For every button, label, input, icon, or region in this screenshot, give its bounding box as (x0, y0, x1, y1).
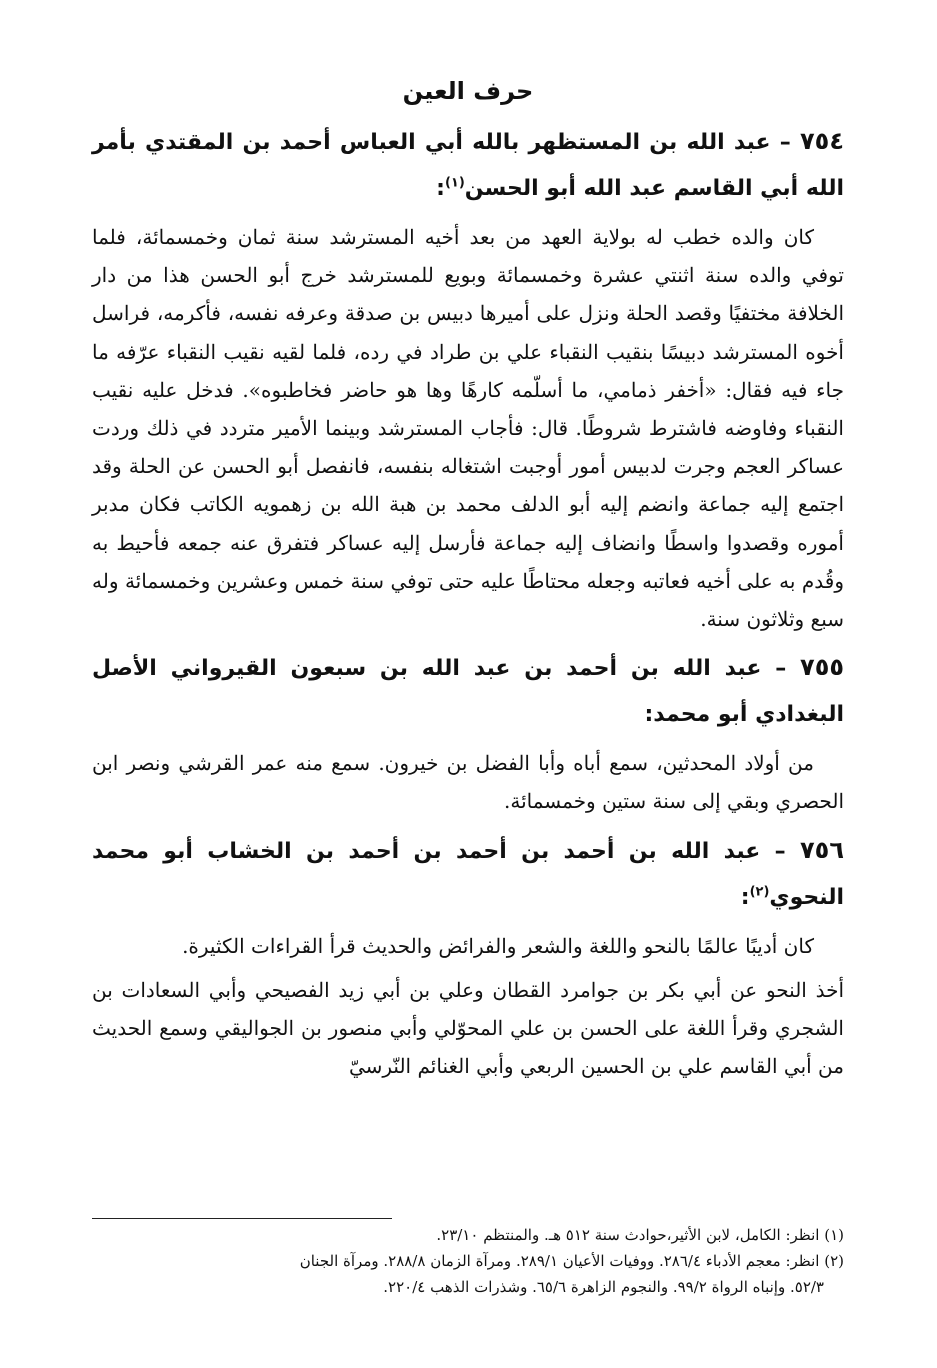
entry-colon: : (740, 884, 750, 910)
entry-body-755: من أولاد المحدثين، سمع أباه وأبا الفضل بن خيرون. سمع منه عمر القرشي ونصر ابن الحصري وبقي إلى سنة ستين وخمسمائة. (92, 751, 844, 814)
entry-colon: : (436, 176, 445, 201)
footnote-marker: (٢) (824, 1252, 844, 1270)
entry-title: عبد الله بن أحمد بن أحمد بن أحمد بن الخشاب أبو محمد النحوي (92, 838, 844, 910)
entry-number: ٧٥٥ (800, 653, 844, 682)
footnote-text: انظر: الكامل، لابن الأثير،حوادث سنة ٥١٢ هـ. والمنتظم ٢٣/١٠. (436, 1226, 820, 1244)
chapter-title: حرف العين (402, 77, 534, 105)
page-content (92, 70, 844, 1091)
entry-title: عبد الله بن أحمد بن عبد الله بن سبعون القيرواني الأصل البغدادي أبو محمد (92, 656, 844, 728)
footnote-ref: (٢) (749, 884, 770, 900)
footnote-marker: (١) (824, 1226, 844, 1244)
entry-heading-754 (92, 118, 844, 212)
footnote-divider (92, 1218, 392, 1219)
footnotes (92, 1222, 844, 1300)
entry-dash: – (761, 656, 787, 682)
footnote-ref: (١) (444, 175, 465, 191)
footnote-text: انظر: معجم الأدباء ٢٨٦/٤. ووفيات الأعيان ٢٨٩/١. ومرآة الزمان ٢٨٨/٨. ومرآة الجنان (299, 1252, 820, 1270)
entry-heading-755 (92, 644, 844, 738)
entry-body-754: كان والده خطب له بولاية العهد من بعد أخيه المسترشد سنة ثمان وخمسمائة، فلما توفي والده سنة اثنتي عشرة وخمسمائة وبويع للمسترشد خرج أبو الحسن هذا من دار الخلافة مختفيًا وقصد الحلة ونزل على أميرها دبيس بن صدقة وعرفه نفسه، فأكرمه، فراسل أخوه المسترشد دبيسًا بنقيب النقباء علي بن طراد في رده، فلما لقيه نقيب النقباء عرّفه ما جاء فيه فقال: «أخفر ذمامي، ما أسلّمه كارهًا وها هو حاضر فخاطبوه». فدخل عليه نقيب النقباء وفاوضه فاشترط شروطًا. قال: فأجاب المسترشد وبينما الأمير متردد في ذلك وردت عساكر العجم وجرت لدبيس أمور أوجبت اشتغاله بنفسه، فانفصل أبو الحسن عن الحلة وقد اجتمع إليه جماعة وانضم إليه أبو الدلف محمد بن هبة الله بن زهمويه الكاتب فكان مدبر أموره وقصدوا واسطًا وانضاف إليه جماعة فأرسل إليه عساكر فتفرق عنه جمعه فأحيط به وقُدم به على أخيه فعاتبه وجعله محتاطًا عليه حتى توفي سنة خمس وعشرين وخمسمائة وله سبع وثلاثون سنة. (92, 225, 845, 632)
entry-body-756: كان أديبًا عالمًا بالنحو واللغة والشعر والفرائض والحديث قرأ القراءات الكثيرة. (182, 933, 814, 958)
entry-title: عبد الله بن المستظهر بالله أبي العباس أحمد بن المقتدي بأمر الله أبي القاسم عبد الله أبو الحسن (92, 130, 844, 201)
entry-colon: : (644, 702, 654, 728)
footnote-1 (92, 1222, 844, 1248)
entry-body-756-continued: أخذ النحو عن أبي بكر بن جوامرد القطان وعلي بن أبي زيد الفصيحي وأبي السعادات بن الشجري وقرأ اللغة على الحسن بن علي المحوّلي وأبي منصور بن الجواليقي وسمع الحديث من أبي القاسم علي بن الحسين الربعي وأبي الغنائم النّرسيّ (92, 977, 845, 1079)
footnote-2-continued: ٥٢/٣. وإنباه الرواة ٩٩/٢. والنجوم الزاهرة ٦٥/٦. وشذرات الذهب ٢٢٠/٤. (383, 1278, 824, 1296)
footnote-2 (92, 1248, 844, 1274)
entry-number: ٧٥٦ (800, 835, 844, 864)
entry-number: ٧٥٤ (800, 127, 844, 155)
entry-dash: – (760, 838, 786, 864)
entry-heading-756 (92, 827, 844, 921)
entry-dash: – (770, 130, 791, 155)
